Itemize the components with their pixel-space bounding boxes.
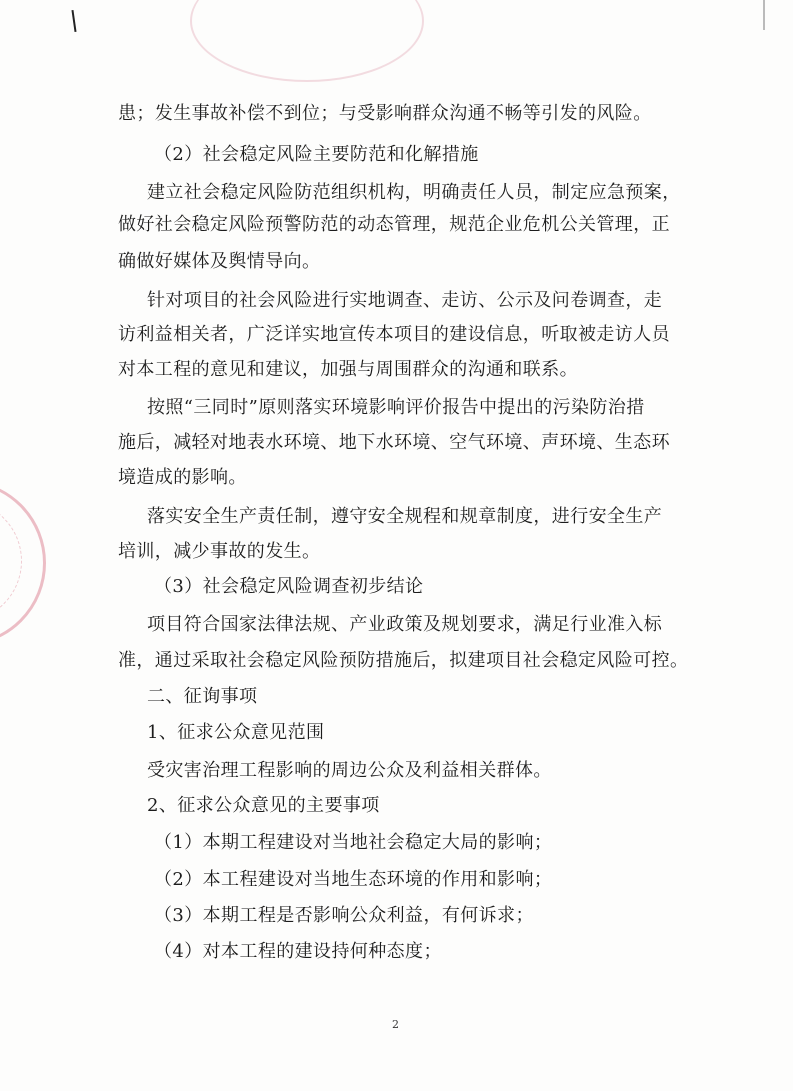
scan-edge-mark <box>763 0 765 30</box>
subsection-heading: 1、征求公众意见范围 <box>147 722 325 743</box>
paragraph-line: 项目符合国家法律法规、产业政策及规划要求，满足行业准入标 <box>147 614 663 635</box>
paragraph-line: 做好社会稳定风险预警防范的动态管理，规范企业危机公关管理，正 <box>118 214 670 235</box>
paragraph-line: 确做好媒体及舆情导向。 <box>118 251 321 272</box>
paragraph-line: 访利益相关者，广泛详实地宣传本项目的建设信息，听取被走访人员 <box>118 324 670 345</box>
paragraph-line: 准，通过采取社会稳定风险预防措施后，拟建项目社会稳定风险可控。 <box>118 650 689 671</box>
seal-stamp-top <box>190 0 424 82</box>
section-heading: （2）社会稳定风险主要防范和化解措施 <box>154 144 479 165</box>
section-heading: 二、征询事项 <box>147 686 258 707</box>
list-item: （4）对本工程的建设持何种态度； <box>154 941 442 962</box>
section-heading: （3）社会稳定风险调查初步结论 <box>154 576 424 597</box>
paragraph-line: 针对项目的社会风险进行实地调查、走访、公示及问卷调查，走 <box>147 290 663 311</box>
scan-mark <box>71 10 76 32</box>
paragraph-line: 境造成的影响。 <box>118 467 247 488</box>
list-item: （1）本期工程建设对当地社会稳定大局的影响； <box>154 832 553 853</box>
list-item: （2）本工程建设对当地生态环境的作用和影响； <box>154 869 553 890</box>
paragraph-line: 施后，减轻对地表水环境、地下水环境、空气环境、声环境、生态环 <box>118 432 670 453</box>
paragraph-line: 患；发生事故补偿不到位；与受影响群众沟通不畅等引发的风险。 <box>118 103 652 124</box>
paragraph-line: 受灾害治理工程影响的周边公众及利益相关群体。 <box>147 760 552 781</box>
paragraph-line: 培训，减少事故的发生。 <box>118 541 321 562</box>
paragraph-line: 建立社会稳定风险防范组织机构，明确责任人员，制定应急预案， <box>147 182 681 203</box>
paragraph-line: 对本工程的意见和建议，加强与周围群众的沟通和联系。 <box>118 359 578 380</box>
list-item: （3）本期工程是否影响公众利益，有何诉求； <box>154 905 534 926</box>
subsection-heading: 2、征求公众意见的主要事项 <box>147 795 380 816</box>
paragraph-line: 按照“三同时”原则落实环境影响评价报告中提出的污染防治措 <box>147 397 645 418</box>
paragraph-line: 落实安全生产责任制，遵守安全规程和规章制度，进行安全生产 <box>147 506 663 527</box>
page-number: 2 <box>392 1018 399 1031</box>
